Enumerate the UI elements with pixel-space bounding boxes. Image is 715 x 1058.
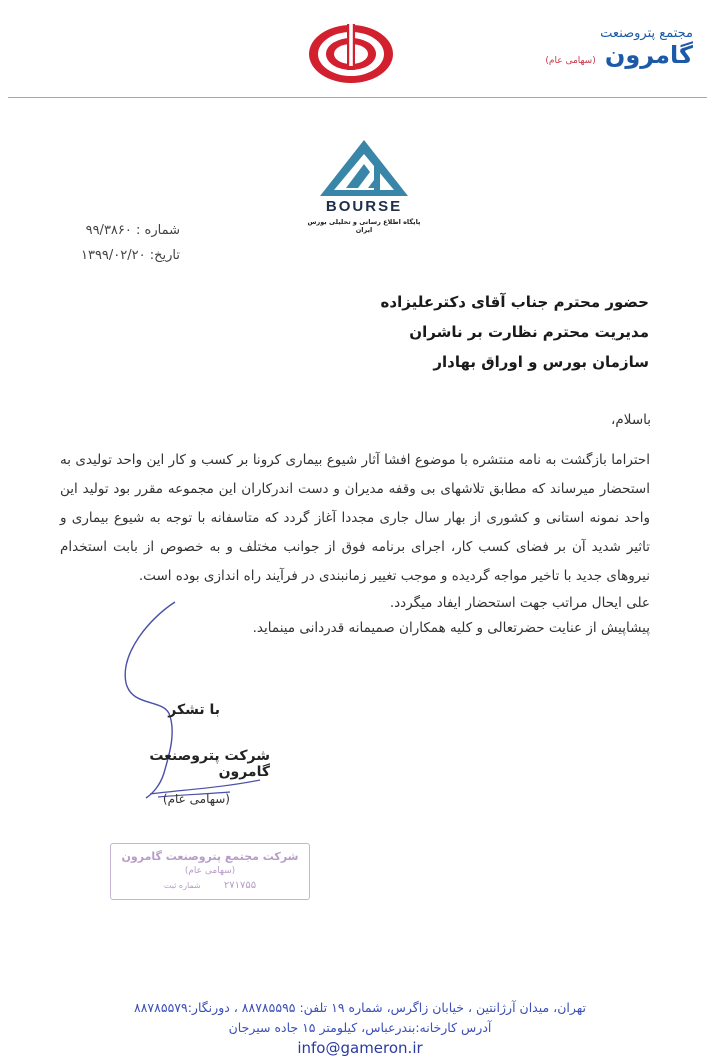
stamp-line-3 (111, 880, 309, 891)
footer-email[interactable]: info@gameron.ir (297, 1039, 423, 1057)
thanks-text: با تشکر (168, 702, 220, 718)
footer-address: تهران، میدان آرژانتین ، خیابان زاگرس، شماره ۱۹ تلفن: ۸۸۷۸۵۵۹۵ ، دورنگار:۸۸۷۸۵۵۷۹ (134, 1000, 586, 1015)
number-value: ۹۹/۳۸۶۰ (85, 223, 132, 238)
body-paragraph: احتراما بازگشت به نامه منتشره با موضوع افشا آثار شیوع بیماری کرونا بر کسب و کار این واحد تولیدی به استحضار میرساند که مطابق تلاشهای بی وقفه مدیران و دست اندرکاران این مجموعه مقرر بود تولید این واحد نمونه استانی و کشوری از بهار سال جاری مجددا آغاز گردد که متاسفانه با توجه به شیوع بیماری و تاثیر شدید آن بر فضای کسب کار، اجرای برنامه فوق از جوانب مختلف و به خصوص از بابت استخدام نیروهای جدید با تاخیر مواجه گردیده و موجب تغییر زمانبندی در فرآیند راه اندازی بوده است. (60, 452, 650, 584)
date-value: ۱۳۹۹/۰۲/۲۰ (80, 248, 146, 263)
brand-block (493, 26, 693, 69)
bourse-logo-icon (308, 138, 420, 230)
brand-type: (سهامی عام) (545, 56, 596, 66)
recipient-line-2: مدیریت محترم نظارت بر ناشران (409, 323, 649, 341)
stamp-line-1: شرکت مجتمع پتروصنعت گامرون (121, 850, 299, 863)
closing-line-2: پیشاپیش از عنایت حضرتعالی و کلیه همکاران صمیمانه قدردانی مینماید. (252, 620, 650, 636)
company-stamp (110, 843, 310, 900)
stamp-number-label: شماره ثبت (163, 881, 201, 890)
brand-name: گامرون (604, 41, 693, 69)
letter-number (60, 223, 180, 238)
letter-meta (60, 223, 180, 273)
footer (60, 998, 660, 1058)
recipient-block (229, 287, 649, 377)
date-label: تاریخ: (149, 248, 180, 263)
header-divider (8, 97, 707, 98)
recipient-line-3: سازمان بورس و اوراق بهادار (433, 353, 649, 371)
signature-company: شرکت پتروصنعت گامرون (149, 748, 270, 780)
stamp-line-2: (سهامی عام) (184, 866, 236, 876)
footer-factory-address: آدرس کارخانه:بندرعباس، کیلومتر ۱۵ جاده سیرجان (228, 1020, 492, 1035)
bourse-name: BOURSE (325, 198, 403, 215)
number-label: شماره : (136, 223, 180, 238)
brand-subtitle: مجتمع پتروصنعت (600, 26, 693, 41)
letter-date (60, 248, 180, 263)
greeting: باسلام، (611, 412, 651, 428)
recipient-line-1: حضور محترم جناب آقای دکترعلیزاده (380, 293, 649, 311)
bourse-tagline: پایگاه اطلاع رسانی و تحلیلی بورس ایران (307, 218, 421, 234)
closing-line-1: علی ایحال مراتب جهت استحضار ایفاد میگردد. (389, 595, 650, 611)
signature-company-type: (سهامی عام) (162, 792, 230, 806)
stamp-number: ۲۷۱۷۵۵ (223, 880, 257, 891)
gameron-logo-icon (306, 22, 396, 86)
